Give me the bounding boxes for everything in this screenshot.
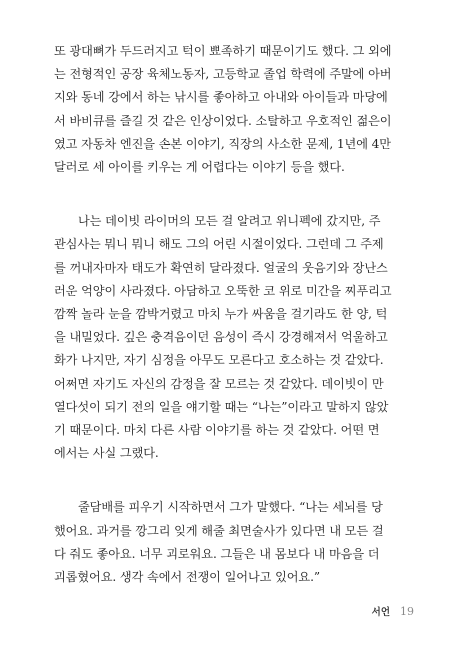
body-text (54, 40, 416, 589)
page-number: 19 (400, 605, 414, 618)
chapter-title: 서언 (371, 607, 390, 618)
paragraph-2: 나는 데이빗 라이머의 모든 걸 알려고 위니펙에 갔지만, 주 관심사는 뭐니 뭐니 해도 그의 어린 시절이었다. 그런데 그 주제 를 꺼내자마자 태도가 확연히 달라졌다. 얼굴의 웃음기와 장난스 러운 억양이 사라졌다. 아담하고 오뚝한 코 위로 미간을 찌푸리고 깜짝 놀라 눈을 깜박거렸고 마치 누가 싸움을 걸기라도 한 양, 턱 을 내밀었다. 깊은 충격음이던 음성이 즉시 강경해져서 억울하고 화가 나지만, 자기 심정을 아무도 모른다고 호소하는 것 같았다. 어쩌면 자기도 자신의 감정을 잘 모르는 것 같았다. 데이빗이 만 열다섯이 되기 전의 일을 얘기할 때는 “나는”이라고 말하지 않았 기 때문이다. 마치 다른 사람 이야기를 하는 것 같았다. 어떤 면 에서는 사실 그랬다. (54, 214, 392, 461)
paragraph-1: 또 광대뼈가 두드러지고 턱이 뾰족하기 때문이기도 했다. 그 외에 는 전형적인 공장 육체노동자, 고등학교 졸업 학력에 주말에 아버 지와 동네 강에서 하는 낚시를 좋아하고 아내와 아이들과 마당에 서 바비큐를 즐길 것 같은 인상이었다. 소탈하고 우호적인 젊은이 였고 자동차 엔진을 손본 이야기, 직장의 사소한 문제, 1년에 4만 달러로 세 아이를 키우는 게 어렵다는 이야기 등을 했다. (54, 44, 392, 175)
paragraph-3: 줄담배를 피우기 시작하면서 그가 말했다. “나는 세뇌를 당 했어요. 과거를 깡그리 잊게 해줄 최면술사가 있다면 내 모든 걸 다 줘도 좋아요. 너무 괴로워요. 그들은 내 몸보다 내 마음을 더 괴롭혔어요. 생각 속에서 전쟁이 일어나고 있어요.” (54, 500, 384, 585)
page-footer (372, 604, 414, 618)
